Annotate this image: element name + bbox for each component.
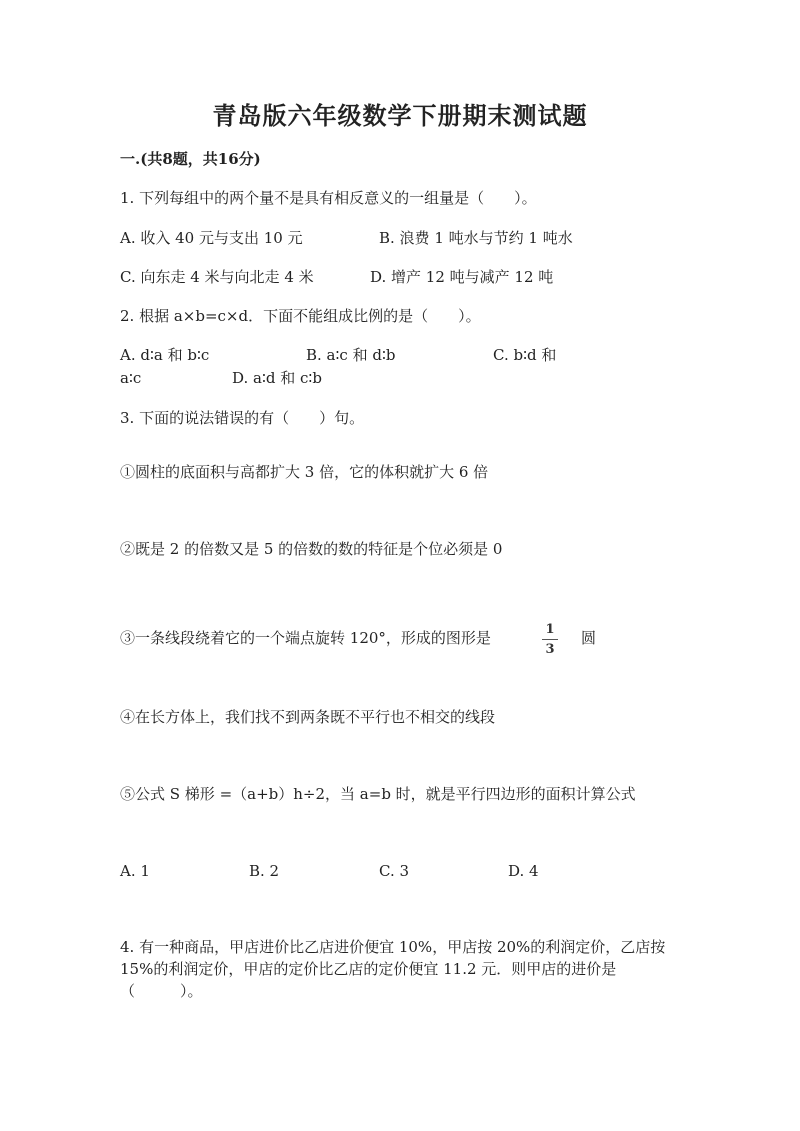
fraction-bar: [542, 639, 558, 640]
q3-statement-1: ①圆柱的底面积与高都扩大 3 倍，它的体积就扩大 6 倍: [120, 463, 489, 481]
q2-option-d: D. a∶d 和 c∶b: [232, 369, 322, 387]
q3-option-d: D. 4: [508, 862, 539, 880]
q2-option-c-continued: a∶c: [120, 369, 142, 387]
q3-statement-5: ⑤公式 S 梯形 =（a+b）h÷2，当 a=b 时，就是平行四边形的面积计算公式: [120, 785, 636, 803]
q1-option-b: B. 浪费 1 吨水与节约 1 吨水: [379, 229, 573, 247]
q2-stem: 2. 根据 a×b=c×d．下面不能组成比例的是（ ）。: [120, 307, 481, 325]
q3-statement-3-end: 圆: [581, 629, 597, 647]
q4-stem-line-1: 4. 有一种商品，甲店进价比乙店进价便宜 10%，甲店按 20%的利润定价，乙店按: [120, 938, 666, 956]
q1-stem: 1. 下列每组中的两个量不是具有相反意义的一组量是（ ）。: [120, 189, 537, 207]
q2-option-b: B. a∶c 和 d∶b: [306, 346, 396, 364]
q3-option-a: A. 1: [120, 862, 150, 880]
q3-stem: 3. 下面的说法错误的有（ ）句。: [120, 409, 365, 427]
q3-statement-2: ②既是 2 的倍数又是 5 的倍数的数的特征是个位必须是 0: [120, 540, 503, 558]
section-heading: 一.(共8题，共16分): [120, 150, 261, 168]
q3-option-c: C. 3: [379, 862, 410, 880]
q1-option-a: A. 收入 40 元与支出 10 元: [120, 229, 303, 247]
q2-option-c: C. b∶d 和: [493, 346, 557, 364]
q3-statement-3: ③一条线段绕着它的一个端点旋转 120°，形成的图形是: [120, 629, 491, 647]
q3-statement-4: ④在长方体上，我们找不到两条既不平行也不相交的线段: [120, 708, 496, 726]
fraction-denominator: 3: [545, 642, 555, 657]
q3-option-b: B. 2: [249, 862, 280, 880]
page-title: 青岛版六年级数学下册期末测试题: [212, 101, 588, 130]
q4-stem-line-2: 15%的利润定价，甲店的定价比乙店的定价便宜 11.2 元．则甲店的进价是: [120, 960, 617, 978]
q2-option-a: A. d∶a 和 b∶c: [120, 346, 210, 364]
q1-option-d: D. 增产 12 吨与减产 12 吨: [370, 268, 554, 286]
q4-stem-line-3: （ ）。: [120, 982, 203, 1000]
fraction-one-third: [542, 622, 558, 657]
q1-option-c: C. 向东走 4 米与向北走 4 米: [120, 268, 314, 286]
fraction-numerator: 1: [545, 622, 555, 637]
